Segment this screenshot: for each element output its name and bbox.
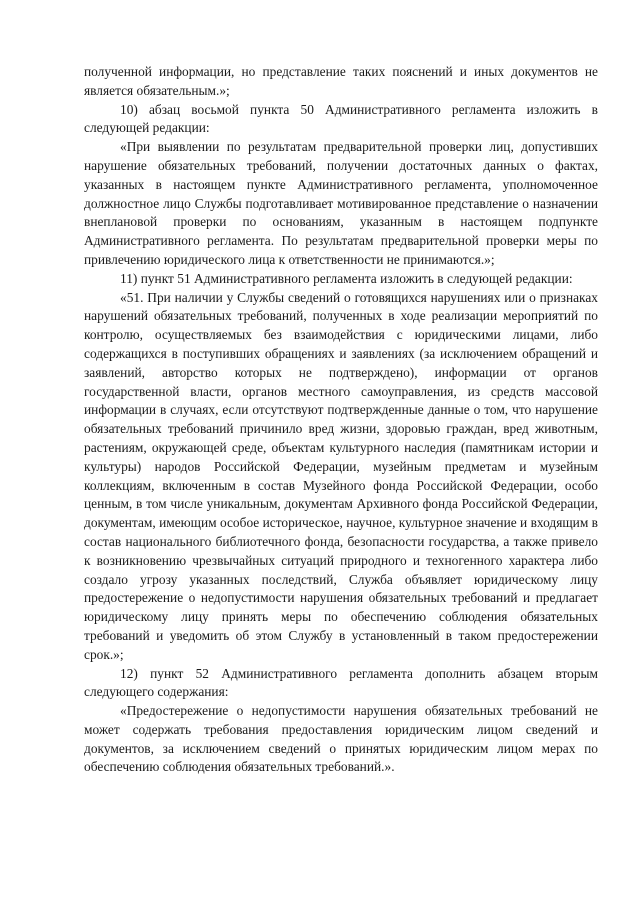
- paragraph-continuation: полученной информации, но представление таких пояснений и иных документов не является обязательным.»;: [84, 64, 598, 98]
- paragraph-quote-item-12: «Предостережение о недопустимости нарушения обязательных требований не может содержать требования предоставления юридическим лицом сведений и документов, за исключением сведений о принятых юридическим лицом мерах по обеспечению соблюдения обязательных требований.».: [84, 703, 598, 775]
- paragraph-item-10: 10) абзац восьмой пункта 50 Административного регламента изложить в следующей редакции:: [84, 101, 598, 136]
- paragraph-item-12: 12) пункт 52 Административного регламента дополнить абзацем вторым следующего содержания:: [84, 665, 598, 700]
- paragraph-quote-item-10: «При выявлении по результатам предварительной проверки лиц, допустивших нарушение обязательных требований, получении достаточных данных о фактах, указанных в настоящем пункте Административного регламента, уполномоченное должностное лицо Службы подготавливает мотивированное представление о назначении внеплановой проверки по основаниям, указанным в настоящем подпункте Административного регламента. По результатам предварительной проверки меры по привлечению юридического лица к ответственности не принимаются.»;: [84, 139, 598, 267]
- paragraph-quote-item-11: «51. При наличии у Службы сведений о готовящихся нарушениях или о признаках нарушений обязательных требований, полученных в ходе реализации мероприятий по контролю, осуществляемых без взаимодействия с юридическими лицами, либо содержащихся в поступивших обращениях и заявлениях (за исключением обращений и заявлений, авторство которых не подтверждено), информации от органов государственной власти, органов местного самоуправления, из средств массовой информации в случаях, если отсутствуют подтвержденные данные о том, что нарушение обязательных требований причинило вред жизни, здоровью граждан, вред животным, растениям, окружающей среде, объектам культурного наследия (памятникам истории и культуры) народов Российской Федерации, музейным предметам и музейным коллекциям, включенным в состав Музейного фонда Российской Федерации, особо ценным, в том числе уникальным, документам Архивного фонда Российской Федерации, документам, имеющим особое историческое, научное, культурное значение и входящим в состав национального библиотечного фонда, безопасности государства, а также привело к возникновению чрезвычайных ситуаций природного и техногенного характера либо создало угрозу указанных последствий, Служба объявляет юридическому лицу предостережение о недопустимости нарушения обязательных требований и предлагает юридическому лицу принять меры по обеспечению соблюдения обязательных требований и уведомить об этом Службу в установленный в таком предостережении срок.»;: [84, 289, 598, 662]
- paragraph-item-11: 11) пункт 51 Административного регламента изложить в следующей редакции:: [120, 270, 573, 286]
- document-body: [84, 63, 598, 777]
